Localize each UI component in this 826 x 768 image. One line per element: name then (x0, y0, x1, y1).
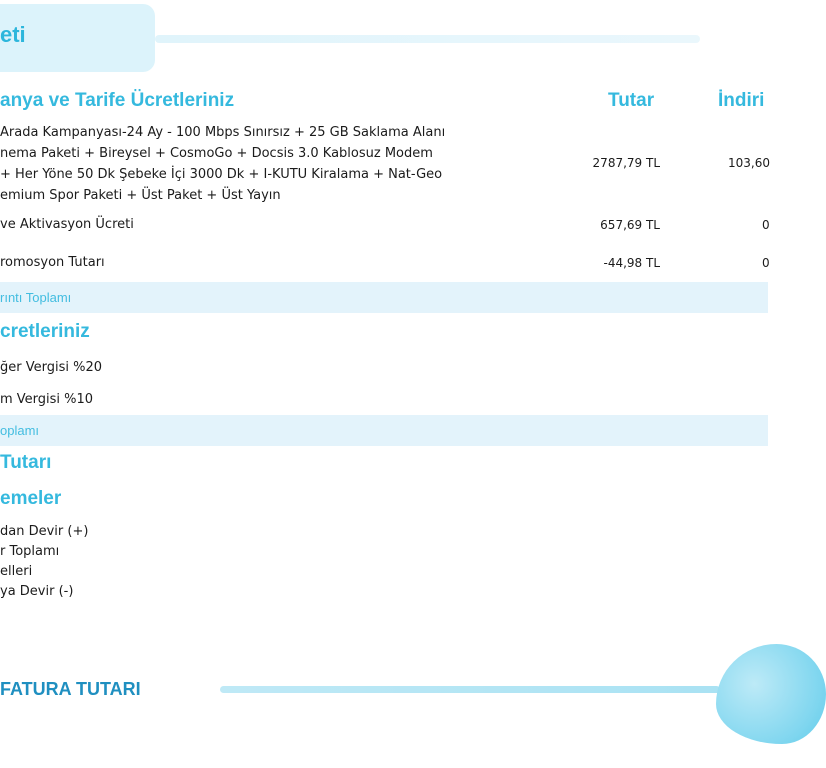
description-line: + Her Yöne 50 Dk Şebeke İçi 3000 Dk + I-KUTU Kiralama + Nat-Geo (0, 167, 443, 182)
detail-total-label: rıntı Toplamı (0, 290, 72, 305)
description-line: nema Paketi + Bireysel + CosmoGo + Docsis 3.0 Kablosuz Modem (0, 146, 433, 161)
payment-row: dan Devir (+) (0, 524, 89, 539)
tax-section-title: cretleriniz (0, 321, 90, 342)
column-header-discount: İndiri (718, 90, 765, 111)
promotion-label: romosyon Tutarı (0, 255, 105, 270)
payments-list (0, 522, 88, 602)
invoice-total-label: FATURA TUTARI (0, 679, 141, 699)
promotion-discount: 0 (762, 256, 770, 270)
payment-row: ya Devir (-) (0, 584, 74, 599)
detail-total-band (0, 282, 768, 313)
activation-fee-discount: 0 (762, 218, 770, 232)
campaign-row-description (0, 122, 445, 206)
description-line: emium Spor Paketi + Üst Paket + Üst Yayın (0, 188, 281, 203)
tax-row-vat: ğer Vergisi %20 (0, 360, 103, 375)
decorative-blob (716, 644, 826, 744)
amount-title: Tutarı (0, 452, 52, 473)
column-header-amount: Tutar (608, 90, 655, 111)
invoice-total-divider (220, 686, 720, 693)
campaign-row-discount: 103,60 (728, 156, 770, 170)
tax-total-band (0, 415, 768, 446)
payment-row: elleri (0, 564, 33, 579)
description-line: Arada Kampanyası-24 Ay - 100 Mbps Sınırsız + 25 GB Saklama Alanı (0, 125, 446, 140)
campaign-row-amount: 2787,79 TL (592, 156, 660, 170)
page-title: eti (0, 22, 26, 47)
activation-fee-label: ve Aktivasyon Ücreti (0, 217, 134, 232)
tax-total-label: oplamı (0, 423, 40, 438)
payments-section-title: emeler (0, 488, 62, 509)
promotion-amount: -44,98 TL (603, 256, 660, 270)
header-divider (155, 35, 700, 43)
payment-row: r Toplamı (0, 544, 60, 559)
tax-row-communication: m Vergisi %10 (0, 392, 94, 407)
campaign-section-title: anya ve Tarife Ücretleriniz (0, 90, 235, 111)
activation-fee-amount: 657,69 TL (600, 218, 660, 232)
